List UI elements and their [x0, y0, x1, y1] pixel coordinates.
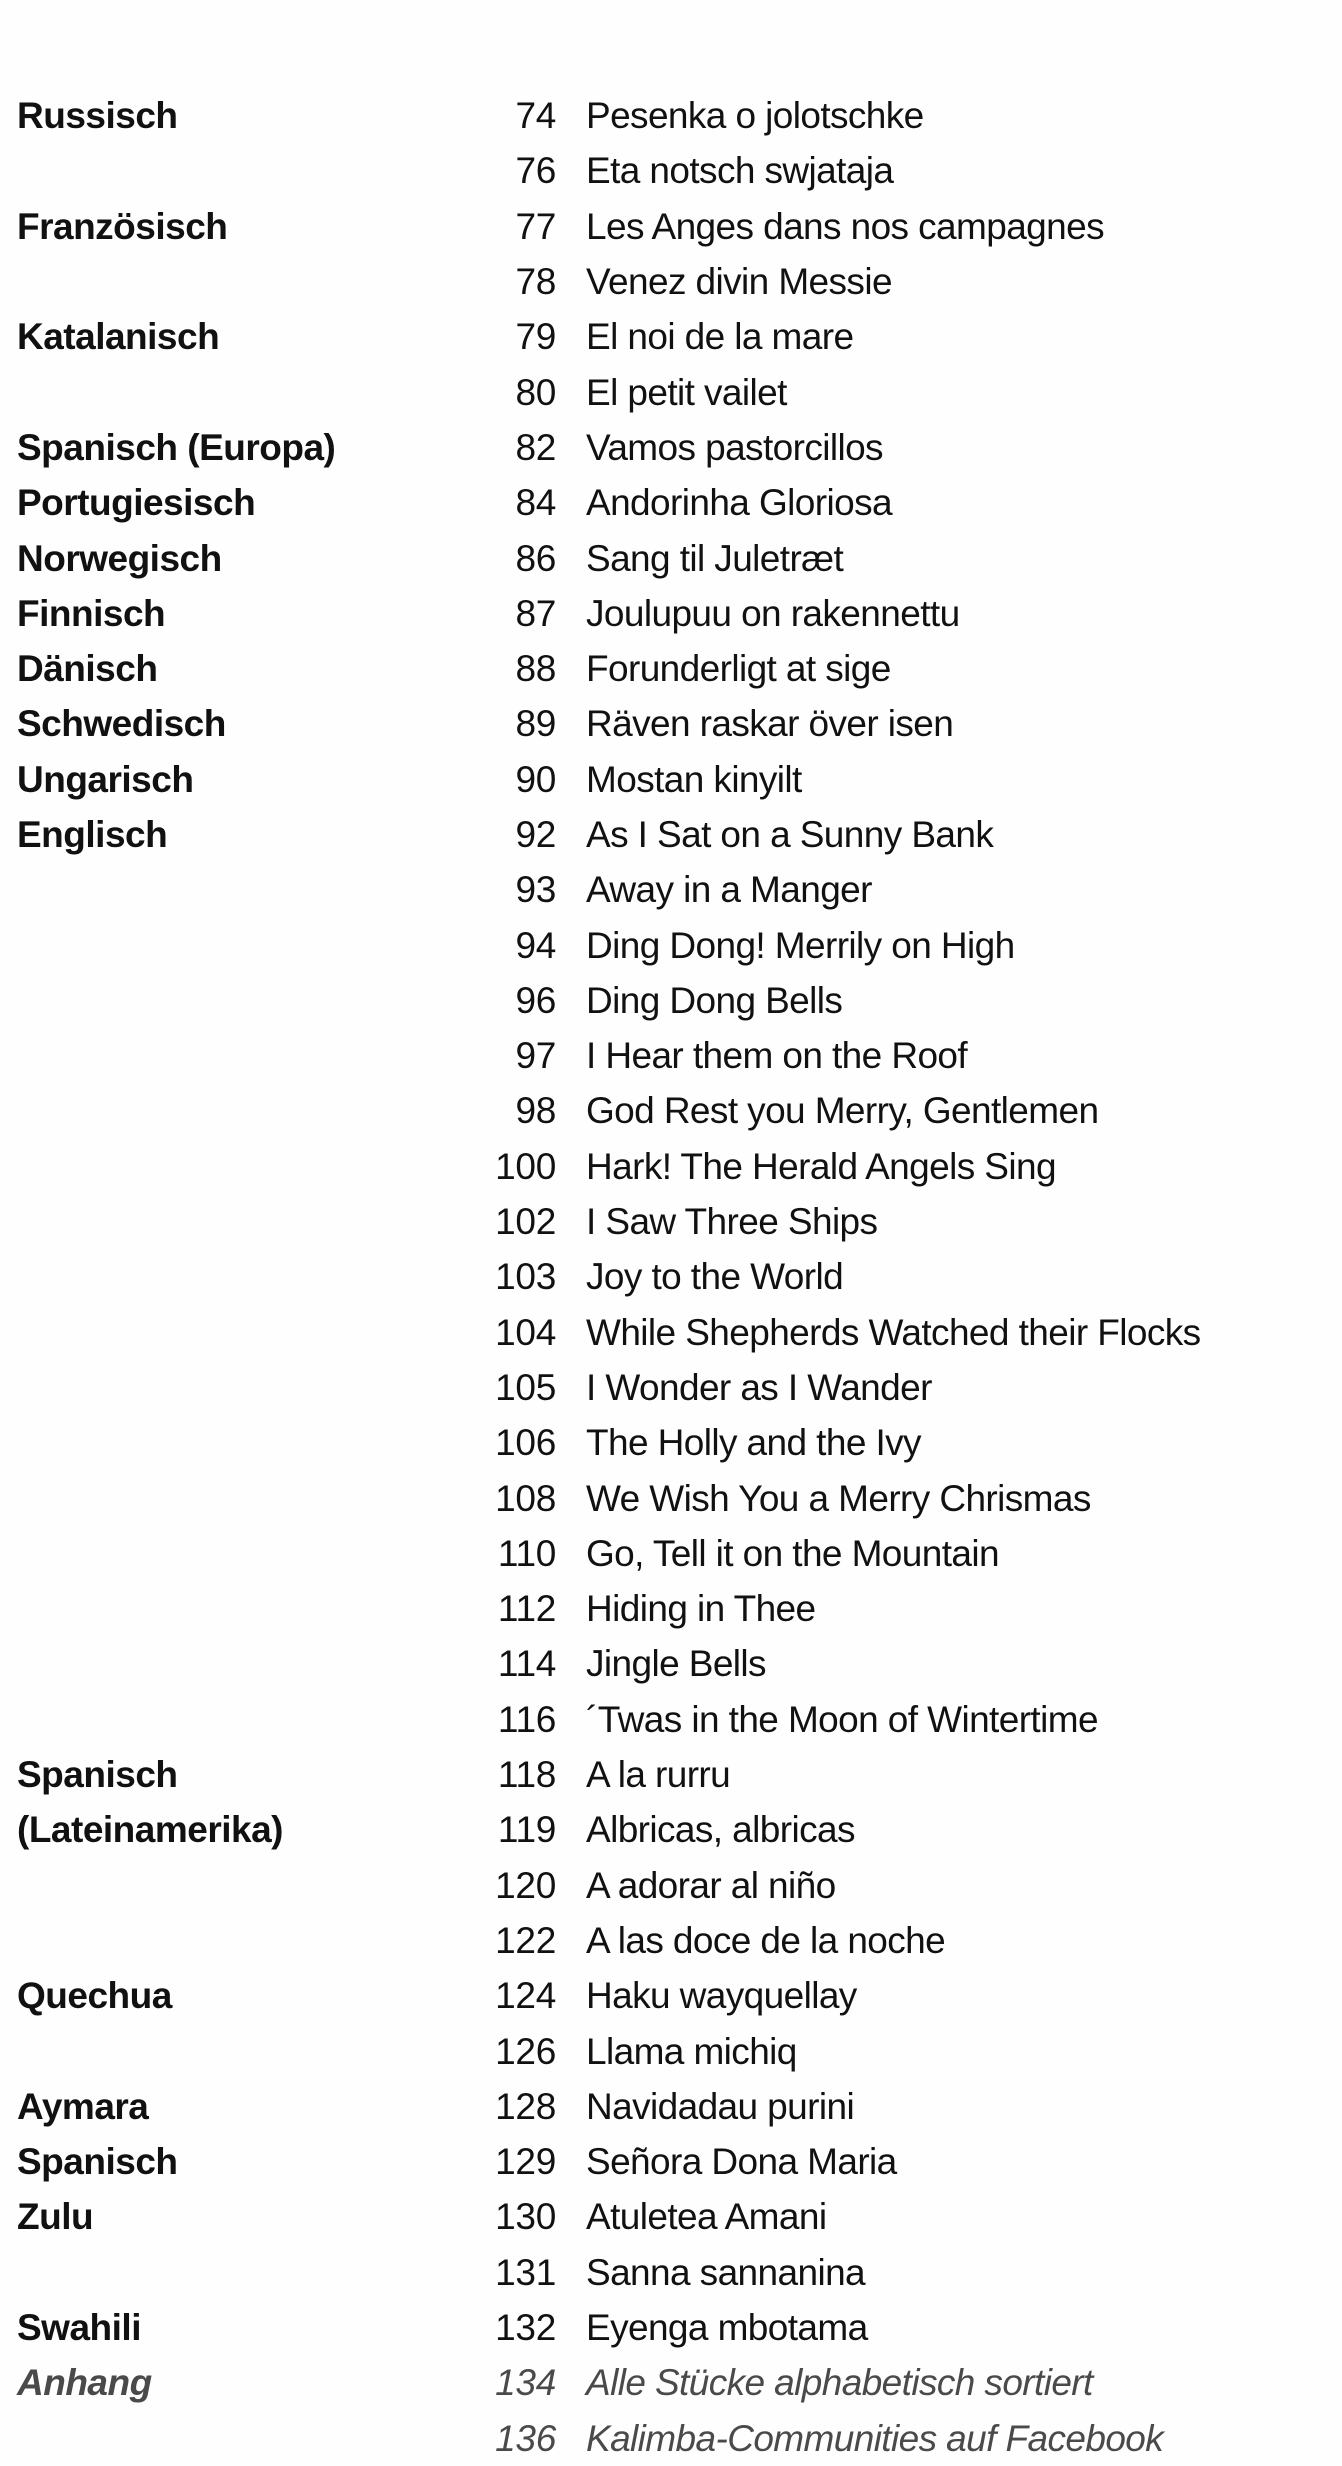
song-title: Hiding in Thee — [586, 1588, 816, 1630]
page-number: 84 — [515, 482, 556, 524]
page-number: 130 — [495, 2196, 556, 2238]
toc-row[interactable] — [0, 1747, 1342, 1802]
song-title: Jingle Bells — [586, 1643, 766, 1685]
song-title: Ding Dong! Merrily on High — [586, 924, 1015, 966]
toc-row[interactable] — [0, 2245, 1342, 2300]
toc-row[interactable] — [0, 475, 1342, 530]
page-number: 124 — [495, 1975, 556, 2017]
toc-row[interactable] — [0, 2134, 1342, 2189]
toc-row[interactable] — [0, 2023, 1342, 2078]
language-label: Spanisch (Europa) — [17, 426, 336, 468]
page-number: 119 — [497, 1809, 556, 1851]
appendix-title: Kalimba-Communities auf Facebook — [586, 2417, 1164, 2459]
toc-row[interactable] — [0, 1636, 1342, 1691]
song-title: I Hear them on the Roof — [586, 1035, 968, 1077]
toc-row[interactable] — [0, 1139, 1342, 1194]
toc-row[interactable] — [0, 1692, 1342, 1747]
page-number: 92 — [515, 814, 556, 855]
page-number: 112 — [497, 1588, 556, 1630]
song-title: Räven raskar över isen — [586, 703, 954, 745]
language-label: Spanisch — [17, 1754, 178, 1796]
song-title: Pesenka o jolotschke — [586, 95, 924, 137]
page-number: 74 — [515, 95, 556, 137]
language-label: (Lateinamerika) — [17, 1809, 283, 1851]
language-label: Norwegisch — [17, 537, 222, 579]
song-title: Ding Dong Bells — [586, 979, 843, 1021]
toc-row[interactable] — [0, 586, 1342, 641]
language-label: Aymara — [17, 2085, 149, 2127]
song-title: Joulupuu on rakennettu — [586, 592, 960, 634]
page-number: 116 — [497, 1698, 556, 1740]
song-title: Forunderligt at sige — [586, 648, 891, 690]
toc-row[interactable] — [0, 752, 1342, 807]
page-number: 86 — [515, 537, 556, 579]
language-label: Dänisch — [17, 648, 158, 690]
song-title: Navidadau purini — [586, 2085, 855, 2127]
song-title: Atuletea Amani — [586, 2196, 827, 2238]
song-title: Eyenga mbotama — [586, 2307, 868, 2349]
page-number: 80 — [515, 371, 556, 413]
toc-row[interactable] — [0, 143, 1342, 198]
song-title: A adorar al niño — [586, 1864, 836, 1906]
toc-row[interactable] — [0, 1968, 1342, 2023]
language-label: Swahili — [17, 2307, 141, 2349]
toc-row[interactable] — [0, 1913, 1342, 1968]
song-title: El noi de la mare — [586, 316, 854, 358]
toc-row[interactable] — [0, 862, 1342, 917]
page-number: 120 — [495, 1864, 556, 1906]
page-number: 118 — [497, 1754, 556, 1796]
song-title: While Shepherds Watched their Flocks — [586, 1311, 1201, 1353]
page-number: 89 — [515, 703, 556, 745]
page-number: 105 — [495, 1366, 556, 1408]
language-label: Quechua — [17, 1975, 172, 2017]
toc-row[interactable] — [0, 2079, 1342, 2134]
page-number: 87 — [515, 592, 556, 634]
toc-row[interactable] — [0, 973, 1342, 1028]
toc-row[interactable] — [0, 1802, 1342, 1857]
song-title: I Saw Three Ships — [586, 1201, 878, 1243]
language-label: Spanisch — [17, 2141, 178, 2183]
toc-row-appendix[interactable] — [0, 2355, 1342, 2410]
song-title: Sang til Juletræt — [586, 537, 844, 579]
toc-row[interactable] — [0, 1083, 1342, 1138]
song-title: Andorinha Gloriosa — [586, 482, 892, 524]
toc-row[interactable] — [0, 1581, 1342, 1636]
song-title: A las doce de la noche — [586, 1919, 946, 1961]
toc-row[interactable] — [0, 1305, 1342, 1360]
song-title: Away in a Manger — [586, 869, 872, 911]
page-number: 97 — [515, 1035, 556, 1077]
toc-row[interactable] — [0, 1415, 1342, 1470]
toc-row[interactable] — [0, 1360, 1342, 1415]
page-number: 104 — [495, 1311, 556, 1353]
page-number: 93 — [515, 869, 556, 911]
toc-row[interactable] — [0, 1470, 1342, 1525]
section-label: Anhang — [17, 2362, 152, 2404]
toc-row[interactable] — [0, 696, 1342, 751]
page-number: 79 — [515, 316, 556, 358]
song-title: God Rest you Merry, Gentlemen — [586, 1090, 1099, 1132]
toc-row[interactable] — [0, 364, 1342, 419]
language-label: Französisch — [17, 205, 228, 247]
page-number: 128 — [495, 2085, 556, 2127]
song-title: Go, Tell it on the Mountain — [586, 1532, 999, 1574]
page-number: 100 — [495, 1145, 556, 1187]
page-number: 82 — [515, 426, 556, 468]
language-label: Portugiesisch — [17, 482, 256, 524]
language-label: Ungarisch — [17, 758, 194, 800]
song-title: Sanna sannanina — [586, 2251, 866, 2293]
toc-row[interactable] — [0, 1249, 1342, 1304]
toc-row[interactable] — [0, 1526, 1342, 1581]
toc-row[interactable] — [0, 199, 1342, 254]
toc-row-appendix[interactable] — [0, 2410, 1342, 2465]
song-title: As I Sat on a Sunny Bank — [586, 814, 994, 855]
page-number: 136 — [495, 2417, 556, 2459]
appendix-title: Alle Stücke alphabetisch sortiert — [586, 2362, 1093, 2404]
page-number: 106 — [495, 1422, 556, 1464]
song-title: Llama michiq — [586, 2030, 797, 2072]
page-number: 76 — [515, 150, 556, 192]
page-number: 102 — [495, 1201, 556, 1243]
page-number: 108 — [495, 1477, 556, 1519]
toc-row[interactable] — [0, 641, 1342, 696]
song-title: ´Twas in the Moon of Wintertime — [586, 1698, 1098, 1740]
toc-row[interactable] — [0, 917, 1342, 972]
song-title: Joy to the World — [586, 1256, 844, 1298]
page-number: 131 — [495, 2251, 556, 2293]
song-title: We Wish You a Merry Chrismas — [586, 1477, 1091, 1519]
page-number: 114 — [497, 1643, 556, 1685]
toc-row[interactable] — [0, 1028, 1342, 1083]
song-title: Señora Dona Maria — [586, 2141, 897, 2183]
toc-row[interactable] — [0, 1858, 1342, 1913]
toc-row[interactable] — [0, 254, 1342, 309]
language-label: Finnisch — [17, 592, 166, 634]
song-title: El petit vailet — [586, 371, 787, 413]
language-label: Katalanisch — [17, 316, 220, 358]
song-title: Venez divin Messie — [586, 261, 892, 303]
page-number: 122 — [495, 1919, 556, 1961]
page-number: 98 — [515, 1090, 556, 1132]
page-number: 78 — [515, 261, 556, 303]
toc-row[interactable] — [0, 1194, 1342, 1249]
toc-row[interactable] — [0, 807, 1342, 862]
song-title: Albricas, albricas — [586, 1809, 855, 1851]
toc-row[interactable] — [0, 2189, 1342, 2244]
page-number: 96 — [515, 979, 556, 1021]
song-title: Eta notsch swjataja — [586, 150, 894, 192]
language-label: Englisch — [17, 814, 168, 855]
table-of-contents — [0, 88, 1342, 2466]
toc-row[interactable] — [0, 88, 1342, 143]
song-title: A la rurru — [586, 1754, 731, 1796]
toc-row[interactable] — [0, 530, 1342, 585]
toc-row[interactable] — [0, 309, 1342, 364]
song-title: Mostan kinyilt — [586, 758, 802, 800]
language-label: Zulu — [17, 2196, 94, 2238]
toc-row[interactable] — [0, 2300, 1342, 2355]
page-number: 90 — [515, 758, 556, 800]
language-label: Russisch — [17, 95, 178, 137]
song-title: Vamos pastorcillos — [586, 426, 883, 468]
page-number: 132 — [495, 2307, 556, 2349]
song-title: Les Anges dans nos campagnes — [586, 205, 1105, 247]
page-number: 126 — [495, 2030, 556, 2072]
song-title: Haku wayquellay — [586, 1975, 857, 2017]
page-number: 77 — [515, 205, 556, 247]
page-number: 129 — [495, 2141, 556, 2183]
language-label: Schwedisch — [17, 703, 226, 745]
song-title: Hark! The Herald Angels Sing — [586, 1145, 1056, 1187]
page-number: 94 — [515, 924, 556, 966]
page-number: 103 — [495, 1256, 556, 1298]
song-title: The Holly and the Ivy — [586, 1422, 921, 1464]
page-number: 110 — [497, 1532, 556, 1574]
song-title: I Wonder as I Wander — [586, 1366, 932, 1408]
page-number: 134 — [495, 2362, 556, 2404]
toc-row[interactable] — [0, 420, 1342, 475]
page-number: 88 — [515, 648, 556, 690]
